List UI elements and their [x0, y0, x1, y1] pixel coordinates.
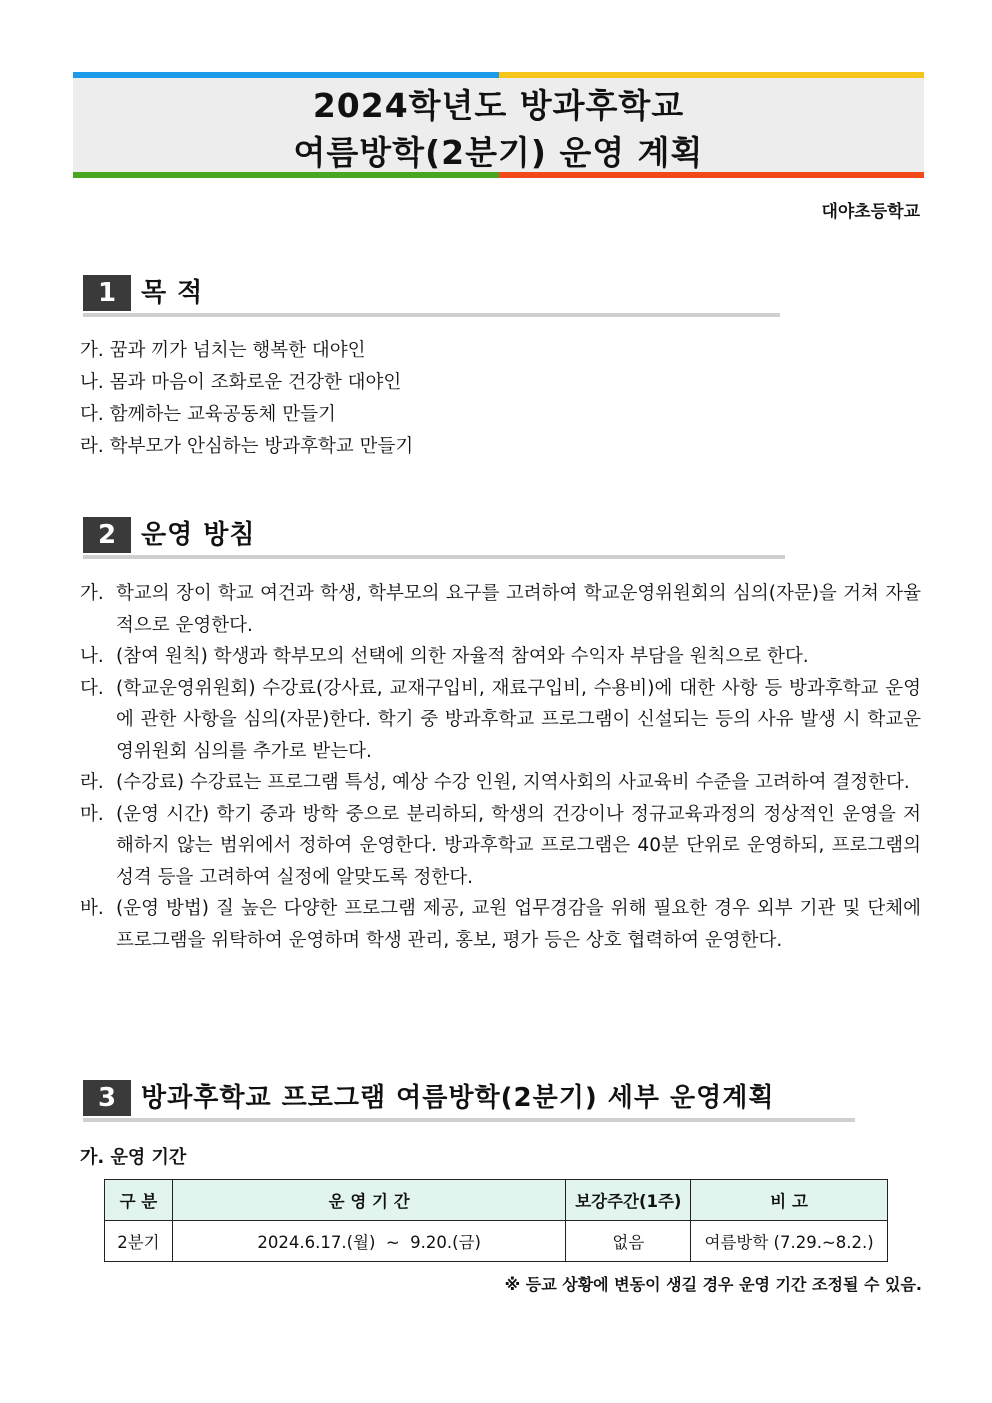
policy-list [80, 578, 921, 956]
purpose-item: 다. 함께하는 교육공동체 만들기 [80, 404, 336, 425]
policy-text: (참여 원칙) 학생과 학부모의 선택에 의한 자율적 참여와 수익자 부담을 원칙으로 한다. [116, 646, 809, 667]
policy-text: (운영 방법) 질 높은 다양한 프로그램 제공, 교원 업무경감을 위해 필요한 경우 외부 기관 및 단체에 프로그램을 위탁하여 운영하며 학생 관리, 홍보, 평가 등은 상호 협력하여 운영한다. [116, 898, 921, 951]
section3-underline [83, 1118, 855, 1122]
title-bar-bottom-left [73, 172, 499, 178]
policy-item [80, 578, 921, 641]
header-remarks: 비 고 [691, 1180, 888, 1221]
policy-item [80, 767, 921, 799]
period-note: ※ 등교 상황에 변동이 생길 경우 운영 기간 조정될 수 있음. [504, 1275, 922, 1294]
policy-item [80, 641, 921, 673]
cell-period: 2024.6.17.(월) ~ 9.20.(금) [172, 1221, 566, 1262]
document-title-line2: 여름방학(2분기) 운영 계획 [293, 133, 704, 172]
section2-number: 2 [83, 517, 131, 553]
section1-title: 목 적 [141, 278, 204, 308]
policy-label: 라. [80, 772, 104, 793]
title-banner [73, 72, 924, 178]
policy-text: (수강료) 수강료는 프로그램 특성, 예상 수강 인원, 지역사회의 사교육비 수준을 고려하여 결정한다. [116, 772, 910, 793]
period-table [104, 1179, 888, 1262]
policy-text: (학교운영위원회) 수강료(강사료, 교재구입비, 재료구입비, 수용비)에 대한 사항 등 방과후학교 운영에 관한 사항을 심의(자문)한다. 학기 중 방과후학교 프로그램이 신설되는 등의 사유 발생 시 학교운영위원회 심의를 추가로 받는다. [116, 677, 921, 762]
purpose-item: 나. 몸과 마음이 조화로운 건강한 대야인 [80, 372, 402, 393]
header-period: 운 영 기 간 [172, 1180, 566, 1221]
table-row [105, 1221, 888, 1262]
policy-label: 다. [80, 677, 104, 699]
header-division: 구 분 [105, 1180, 173, 1221]
section3-title: 방과후학교 프로그램 여름방학(2분기) 세부 운영계획 [141, 1083, 775, 1113]
policy-label: 마. [80, 803, 104, 825]
table-header-row [105, 1180, 888, 1221]
cell-makeup-week: 없음 [566, 1221, 691, 1262]
title-bar-top-left [73, 72, 499, 78]
purpose-item: 라. 학부모가 안심하는 방과후학교 만들기 [80, 436, 414, 457]
document-title-line1: 2024학년도 방과후학교 [312, 86, 685, 125]
title-bar-bottom-right [499, 172, 924, 178]
school-name: 대야초등학교 [821, 202, 920, 222]
header-makeup-week: 보강주간(1주) [566, 1180, 691, 1221]
section2-title: 운영 방침 [141, 520, 256, 550]
cell-remarks: 여름방학 (7.29.~8.2.) [691, 1221, 888, 1262]
policy-text: 학교의 장이 학교 여건과 학생, 학부모의 요구를 고려하여 학교운영위원회의 심의(자문)을 거쳐 자율적으로 운영한다. [116, 583, 921, 636]
policy-item [80, 893, 921, 956]
policy-label: 가. [80, 583, 104, 604]
title-bar-top-right [499, 72, 924, 78]
section2-underline [83, 555, 785, 559]
section1-underline [83, 313, 780, 317]
policy-label: 나. [80, 646, 104, 667]
period-subheading: 가. 운영 기간 [80, 1147, 187, 1168]
policy-item [80, 673, 921, 768]
purpose-item: 가. 꿈과 끼가 넘치는 행복한 대야인 [80, 340, 366, 361]
section3-number: 3 [83, 1080, 131, 1116]
policy-item [80, 799, 921, 894]
cell-division: 2분기 [105, 1221, 173, 1262]
policy-text: (운영 시간) 학기 중과 방학 중으로 분리하되, 학생의 건강이나 정규교육과정의 정상적인 운영을 저해하지 않는 범위에서 정하여 운영한다. 방과후학교 프로그램은 40분 단위로 운영하되, 프로그램의 성격 등을 고려하여 실정에 알맞도록 정한다. [116, 803, 921, 888]
section1-number: 1 [83, 275, 131, 311]
policy-label: 바. [80, 898, 104, 919]
